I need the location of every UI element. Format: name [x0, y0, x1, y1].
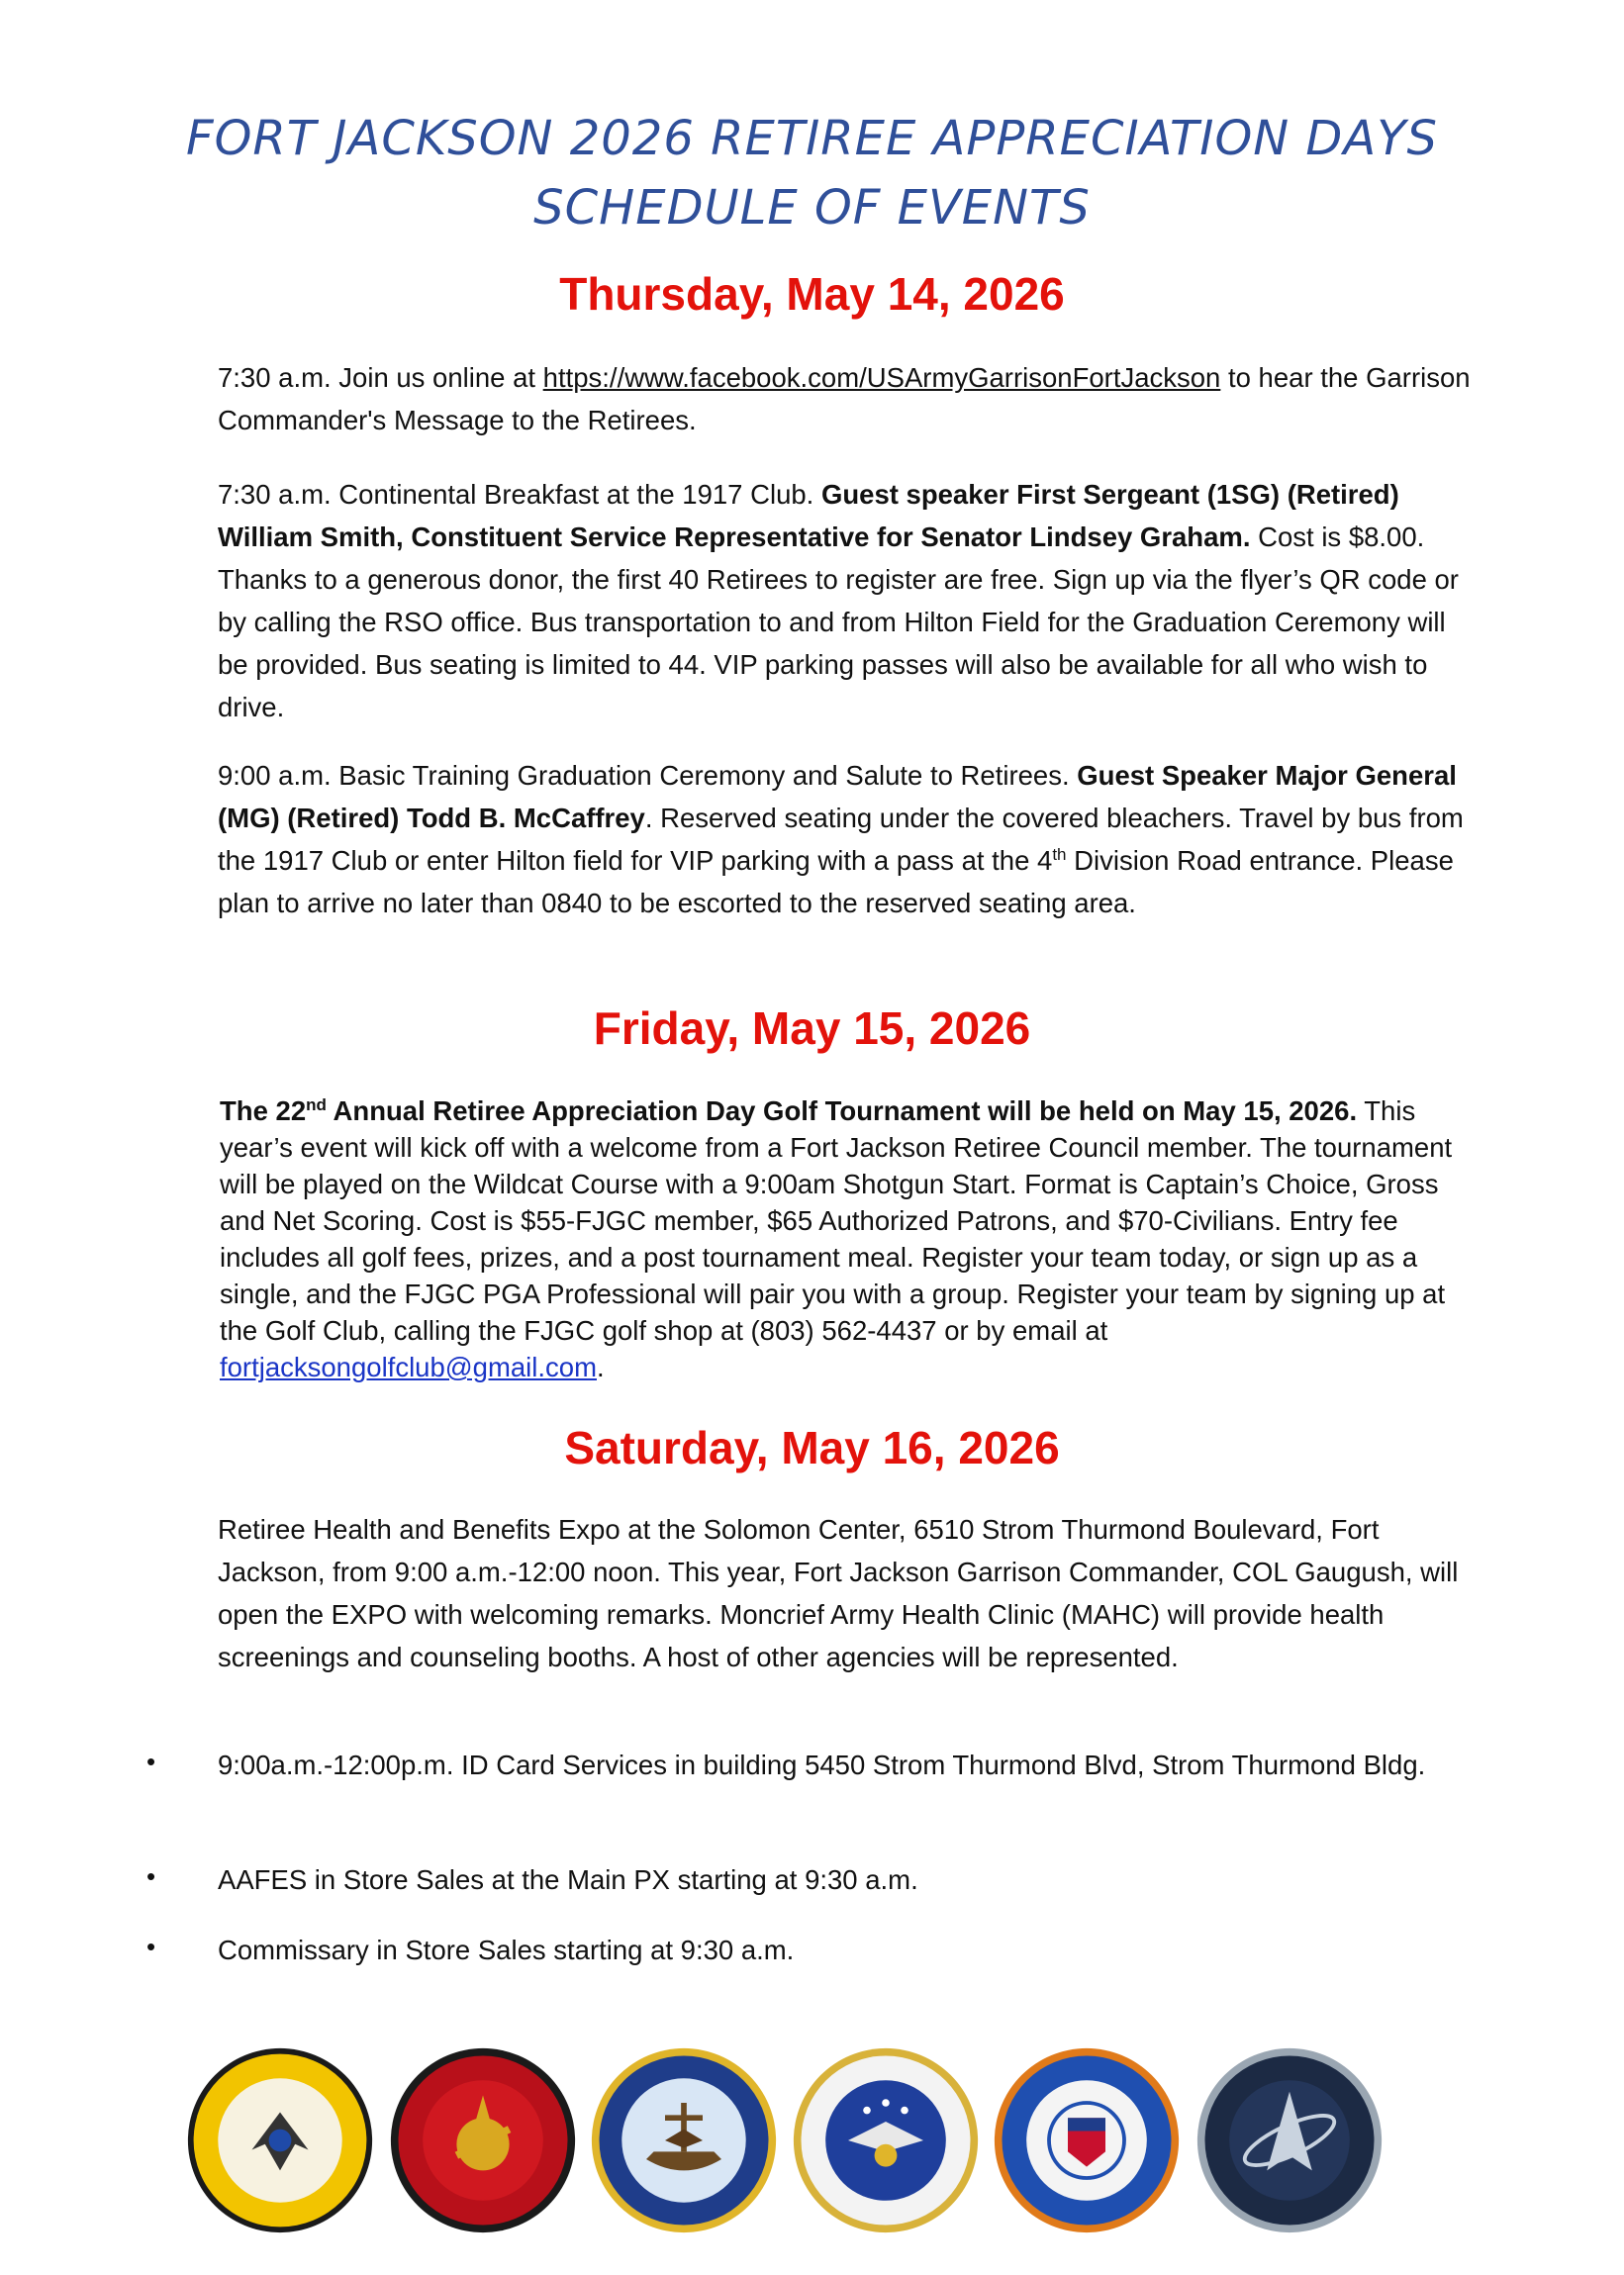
bullet-item-commissary: Commissary in Store Sales starting at 9:30 a.m.: [218, 1935, 795, 1965]
air-force-seal-icon: [792, 2046, 980, 2234]
golf-email-link[interactable]: fortjacksongolfclub@gmail.com: [220, 1352, 597, 1382]
bullet-symbol: •: [146, 1861, 156, 1891]
text: Division Road entrance. Please plan to arrive no later than 0840 to be escorted to the reserved seating area.: [218, 845, 1454, 918]
navy-seal-icon: [590, 2046, 778, 2234]
superscript: nd: [306, 1094, 327, 1114]
superscript: th: [1052, 844, 1067, 864]
text: . Reserved seating under the covered bleachers. Travel by bus from the 1917 Club or enter Hilton field for VIP parking with a pass at the 4: [218, 803, 1464, 876]
thursday-graduation-paragraph: [218, 754, 1475, 924]
text: 7:30 a.m. Join us online at: [218, 362, 543, 393]
guest-speaker-text: Guest Speaker Major General (MG) (Retired) Todd B. McCaffrey: [218, 760, 1457, 833]
text: This year’s event will kick off with a welcome from a Fort Jackson Retiree Council member. The tournament will be played on the Wildcat Course with a 9:00am Shotgun Start. Format is Captain’s Choice, Gross and Net Scoring. Cost is $55-FJGC member, $65 Authorized Patrons, and $70-Civilians. Entry fee includes all golf fees, prizes, and a post tournament meal. Register your team today, or sign up as a single, and the FJGC PGA Professional will pair you with a group. Register your team by signing up at the Golf Club, calling the FJGC golf shop at (803) 562-4437 or by email at: [220, 1095, 1453, 1346]
coast-guard-seal-icon: [993, 2046, 1181, 2234]
golf-title: [220, 1095, 1357, 1126]
thursday-breakfast-paragraph: [218, 473, 1475, 728]
bullet-item-id-card: 9:00a.m.-12:00p.m. ID Card Services in building 5450 Strom Thurmond Blvd, Strom Thurmond Bldg.: [218, 1750, 1426, 1780]
guest-speaker-text: Guest speaker First Sergeant (1SG) (Retired) William Smith, Constituent Service Representative for Senator Lindsey Graham.: [218, 479, 1399, 552]
bullet-item-aafes: AAFES in Store Sales at the Main PX starting at 9:30 a.m.: [218, 1864, 918, 1895]
friday-heading: Friday, May 15, 2026: [593, 1002, 1031, 1054]
text: to hear the Garrison Commander's Message to the Retirees.: [218, 362, 1471, 435]
bullet-symbol: •: [146, 1932, 156, 1961]
facebook-link[interactable]: https://www.facebook.com/USArmyGarrisonFortJackson: [542, 362, 1221, 393]
saturday-expo-paragraph: Retiree Health and Benefits Expo at the Solomon Center, 6510 Strom Thurmond Boulevard, Fort Jackson, from 9:00 a.m.-12:00 noon. This year, Fort Jackson Garrison Commander, COL Gaugush, will open the EXPO with welcoming remarks. Moncrief Army Health Clinic (MAHC) will provide health screenings and counseling booths. A host of other agencies will be represented.: [218, 1514, 1459, 1672]
friday-golf-paragraph: [220, 1092, 1477, 1385]
title-line-2: SCHEDULE OF EVENTS: [533, 180, 1091, 236]
text: Annual Retiree Appreciation Day Golf Tournament will be held on May 15, 2026.: [326, 1095, 1358, 1126]
text: 7:30 a.m. Continental Breakfast at the 1917 Club.: [218, 479, 821, 510]
military-seals-row: [186, 2046, 1393, 2244]
thursday-heading: Thursday, May 14, 2026: [559, 268, 1065, 320]
thursday-facebook-paragraph: [218, 356, 1475, 441]
text: .: [597, 1352, 605, 1382]
bullet-symbol: •: [146, 1747, 156, 1776]
text: Cost is $8.00. Thanks to a generous donor, the first 40 Retirees to register are free. Sign up via the flyer’s QR code or by calling the RSO office. Bus transportation to and from Hilton Field for the Graduation Ceremony will be provided. Bus seating is limited to 44. VIP parking passes will also be available for all who wish to drive.: [218, 521, 1459, 722]
army-seal-icon: [186, 2046, 374, 2234]
marine-corps-seal-icon: [389, 2046, 577, 2234]
text: The 22: [220, 1095, 307, 1126]
text: 9:00 a.m. Basic Training Graduation Ceremony and Salute to Retirees.: [218, 760, 1078, 791]
saturday-heading: Saturday, May 16, 2026: [564, 1422, 1060, 1473]
space-force-seal-icon: [1195, 2046, 1384, 2234]
title-line-1: FORT JACKSON 2026 RETIREE APPRECIATION DAYS: [186, 111, 1438, 166]
